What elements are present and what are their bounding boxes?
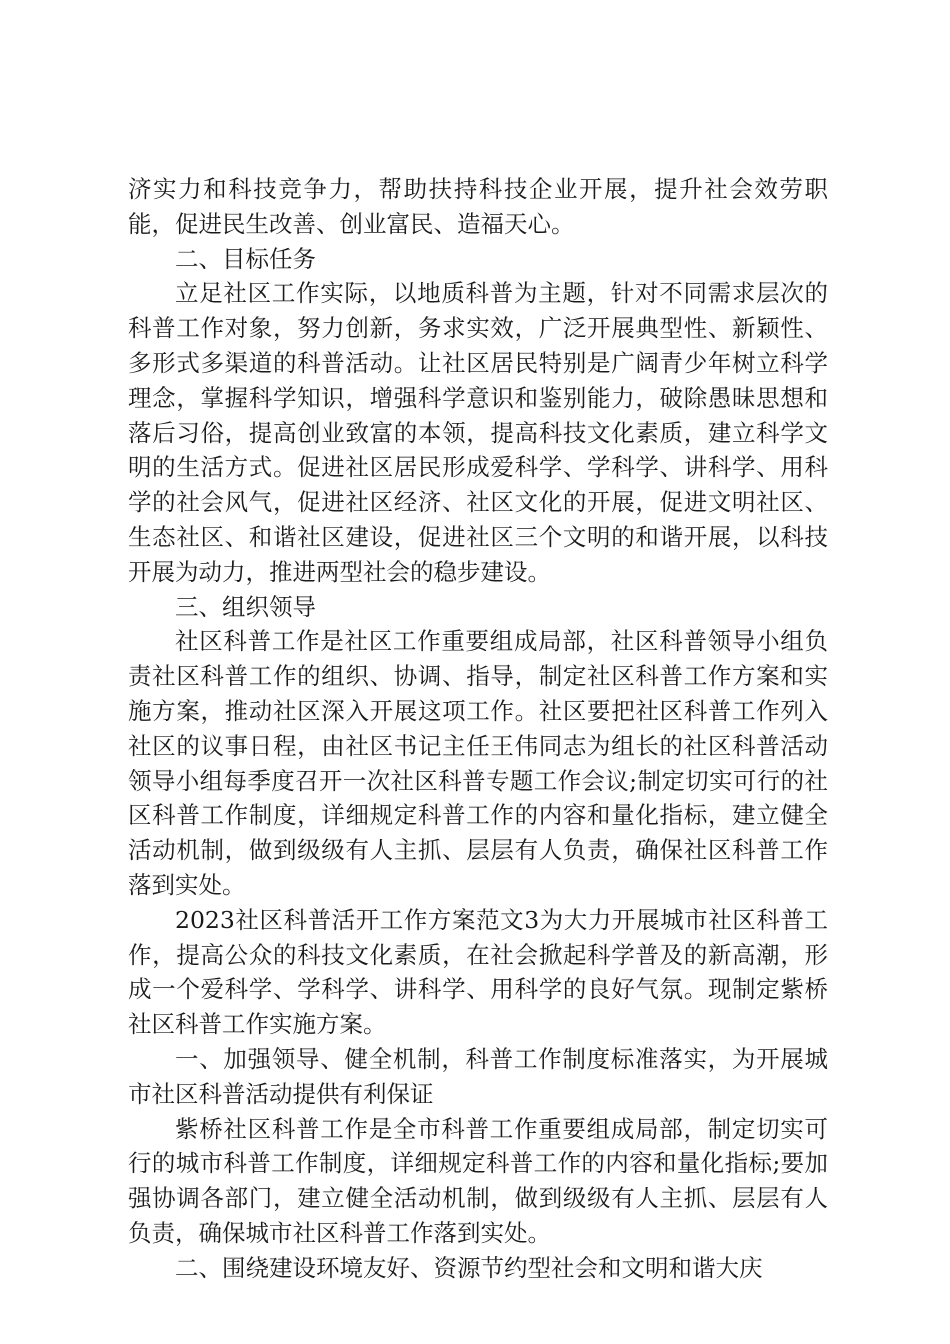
paragraph-leadership: 紫桥社区科普工作是全市科普工作重要组成局部，制定切实可行的城市科普工作制度，详细规定科普工作的内容和量化指标;要加强协调各部门，建立健全活动机制，做到级级有人主抓、层层有人负责，确保城市社区科普工作落到实处。 — [128, 1114, 828, 1247]
paragraph-plan-intro: 2023社区科普活开工作方案范文3为大力开展城市社区科普工作，提高公众的科技文化素质，在社会掀起科学普及的新高潮，形成一个爱科学、学科学、讲科学、用科学的良好气氛。现制定紫桥社区科普工作实施方案。 — [128, 905, 828, 1039]
section-heading-environment: 二、围绕建设环境友好、资源节约型社会和文明和谐大庆 — [175, 1253, 763, 1282]
paragraph-continuation: 济实力和科技竞争力，帮助扶持科技企业开展，提升社会效劳职能，促进民生改善、创业富民、造福天心。 — [128, 175, 828, 238]
document-body — [128, 172, 828, 1286]
paragraph-goals: 立足社区工作实际，以地质科普为主题，针对不同需求层次的科普工作对象，努力创新，务求实效，广泛开展典型性、新颖性、多形式多渠道的科普活动。让社区居民特别是广阔青少年树立科学理念，掌握科学知识，增强科学意识和鉴别能力，破除愚昧思想和落后习俗，提高创业致富的本领，提高科技文化素质，建立科学文明的生活方式。促进社区居民形成爱科学、学科学、讲科学、用科学的社会风气，促进社区经济、社区文化的开展，促进文明社区、生态社区、和谐社区建设，促进社区三个文明的和谐开展，以科技开展为动力，推进两型社会的稳步建设。 — [128, 279, 828, 586]
section-heading-goals: 二、目标任务 — [175, 244, 316, 273]
section-heading-leadership: 一、加强领导、健全机制，科普工作制度标准落实，为开展城市社区科普活动提供有利保证 — [128, 1044, 828, 1108]
paragraph-organization: 社区科普工作是社区工作重要组成局部，社区科普领导小组负责社区科普工作的组织、协调、指导，制定社区科普工作方案和实施方案，推动社区深入开展这项工作。社区要把社区科普工作列入社区的议事日程，由社区书记主任王伟同志为组长的社区科普活动领导小组每季度召开一次社区科普专题工作会议;制定切实可行的社区科普工作制度，详细规定科普工作的内容和量化指标，建立健全活动机制，做到级级有人主抓、层层有人负责，确保社区科普工作落到实处。 — [128, 627, 828, 899]
section-heading-organization: 三、组织领导 — [175, 592, 316, 621]
